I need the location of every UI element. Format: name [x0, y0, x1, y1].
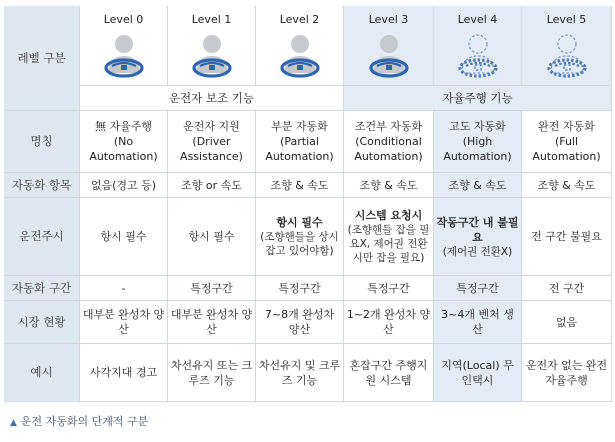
- auto-items-cell: [434, 173, 522, 198]
- market-cell: [434, 301, 522, 344]
- example-cell: [168, 344, 256, 402]
- level-label: Level 3: [368, 13, 409, 26]
- example-value: 혼잡구간 주행지원 시스템: [349, 358, 428, 387]
- level-label: Level 2: [279, 13, 320, 26]
- level-header-4: [434, 6, 522, 86]
- level-label: Level 0: [103, 13, 144, 26]
- row-header-level-group: 레벨 구분: [4, 6, 80, 111]
- name-sub: (Partial Automation): [265, 135, 334, 163]
- market-value: 대부분 완성차 양산: [170, 308, 253, 336]
- name-main: 운전자 지원: [183, 120, 240, 133]
- name-sub: (Full Automation): [532, 135, 601, 163]
- driving-subject-cell: [522, 198, 612, 276]
- auto-items-cell: [168, 173, 256, 198]
- triangle-icon: ▲: [10, 418, 17, 428]
- example-cell: [344, 344, 434, 402]
- name-sub: (High Automation): [443, 135, 512, 163]
- subject-main: 전 구간 불필요: [531, 230, 602, 243]
- market-cell: [80, 301, 168, 344]
- auto-items-value: 조향 & 속도: [448, 178, 507, 192]
- auto-items-cell: [522, 173, 612, 198]
- row-header-name: 명칭: [4, 111, 80, 173]
- name-main: 無 자율주행: [94, 120, 152, 133]
- auto-section-value: 특정구간: [278, 281, 321, 295]
- names-cell: [434, 111, 522, 173]
- row-header-market: 시장 현황: [4, 301, 80, 344]
- example-value: 차선유지 또는 크루즈 기능: [170, 358, 253, 387]
- example-cell: [522, 344, 612, 402]
- row-header-example: 예시: [4, 344, 80, 402]
- example-value: 차선유지 및 크루즈 기능: [258, 358, 341, 387]
- auto-items-cell: [256, 173, 344, 198]
- level-header-3: [344, 6, 434, 86]
- caption-text: 운전 자동화의 단계적 구분: [20, 415, 149, 428]
- subject-main: 작동구간 내 불필요: [436, 215, 519, 244]
- driver-steering-wheel-icon: [543, 33, 591, 79]
- auto-items-cell: [344, 173, 434, 198]
- auto-items-value: 없음(경고 등): [90, 178, 157, 192]
- name-main: 고도 자동화: [449, 120, 506, 133]
- example-value: 운전자 없는 완전자율주행: [525, 358, 608, 387]
- driving-subject-cell: [168, 198, 256, 276]
- level-label: Level 1: [191, 13, 232, 26]
- auto-section-value: 특정구간: [456, 281, 499, 295]
- market-cell: [256, 301, 344, 344]
- level-header-0: [80, 6, 168, 86]
- auto-section-value: 특정구간: [190, 281, 233, 295]
- group-assist: 운전자 보조 기능: [80, 86, 344, 111]
- row-header-driving-subject: 운전주시: [4, 198, 80, 276]
- market-cell: [344, 301, 434, 344]
- subject-main: 항시 필수: [100, 230, 147, 243]
- market-value: 3~4개 벤처 생산: [441, 308, 514, 336]
- level-header-1: [168, 6, 256, 86]
- auto-items-value: 조향 or 속도: [181, 178, 242, 192]
- auto-items-value: 조향 & 속도: [270, 178, 329, 192]
- driver-steering-wheel-icon: [188, 33, 236, 79]
- subject-sub: (제어권 전환X): [442, 245, 513, 258]
- driver-steering-wheel-icon: [276, 33, 324, 79]
- market-value: 없음: [555, 315, 578, 329]
- auto-section-value: -: [121, 281, 126, 295]
- row-header-auto-items: 자동화 항목: [4, 173, 80, 198]
- subject-main: 항시 필수: [276, 216, 323, 229]
- names-cell: [80, 111, 168, 173]
- driving-subject-cell: [80, 198, 168, 276]
- subject-sub: (조향핸들을 상시 잡고 있어야함): [260, 231, 339, 257]
- auto-section-cell: [256, 276, 344, 301]
- driving-subject-cell: [434, 198, 522, 276]
- example-cell: [434, 344, 522, 402]
- name-sub: (Driver Assistance): [180, 135, 243, 163]
- market-cell: [522, 301, 612, 344]
- subject-main: 시스템 요청시: [354, 209, 423, 222]
- group-autonomous: 자율주행 기능: [344, 86, 612, 111]
- driving-subject-cell: [256, 198, 344, 276]
- auto-section-cell: [344, 276, 434, 301]
- auto-items-value: 조향 & 속도: [359, 178, 418, 192]
- driver-steering-wheel-icon: [454, 33, 502, 79]
- driver-steering-wheel-icon: [100, 33, 148, 79]
- auto-section-value: 특정구간: [367, 281, 410, 295]
- level-label: Level 5: [546, 13, 587, 26]
- market-value: 대부분 완성차 양산: [82, 308, 165, 336]
- example-value: 지역(Local) 무인택시: [441, 358, 514, 387]
- name-main: 부분 자동화: [271, 120, 328, 133]
- name-sub: (Conditional Automation): [354, 135, 423, 163]
- level-header-5: [522, 6, 612, 86]
- example-cell: [256, 344, 344, 402]
- market-cell: [168, 301, 256, 344]
- driving-subject-cell: [344, 198, 434, 276]
- level-header-2: [256, 6, 344, 86]
- name-main: 완전 자동화: [538, 120, 595, 133]
- subject-main: 항시 필수: [188, 230, 235, 243]
- auto-section-cell: [434, 276, 522, 301]
- market-value: 1~2개 완성차 양산: [346, 308, 431, 336]
- names-cell: [168, 111, 256, 173]
- market-value: 7~8개 완성차 양산: [264, 308, 335, 336]
- auto-section-value: 전 구간: [548, 281, 585, 295]
- name-main: 조건부 자동화: [354, 120, 423, 133]
- auto-section-cell: [522, 276, 612, 301]
- names-cell: [256, 111, 344, 173]
- auto-section-cell: [80, 276, 168, 301]
- auto-items-value: 조향 & 속도: [537, 178, 596, 192]
- example-cell: [80, 344, 168, 402]
- level-label: Level 4: [457, 13, 498, 26]
- row-header-auto-section: 자동화 구간: [4, 276, 80, 301]
- auto-items-cell: [80, 173, 168, 198]
- names-cell: [344, 111, 434, 173]
- example-value: 사각지대 경고: [89, 366, 158, 379]
- name-sub: (No Automation): [89, 135, 158, 163]
- names-cell: [522, 111, 612, 173]
- auto-section-cell: [168, 276, 256, 301]
- driver-steering-wheel-icon: [365, 33, 413, 79]
- subject-sub: (조향핸들 잡을 필요X, 제어권 전환시만 잡을 필요): [347, 224, 430, 264]
- caption: [10, 413, 148, 429]
